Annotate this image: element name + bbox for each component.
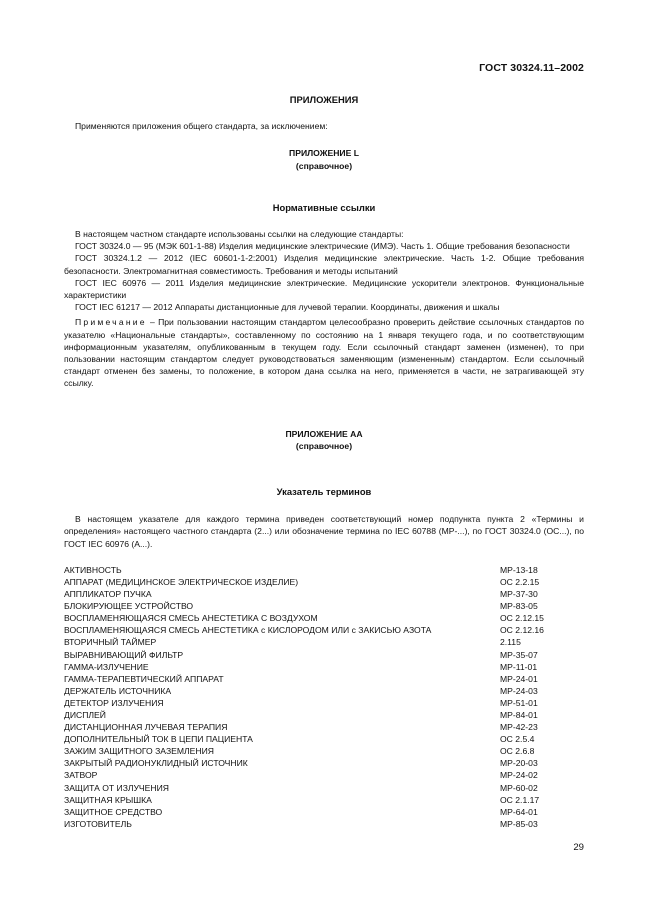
term-code: МР-85-03 (500, 818, 538, 829)
list-item (64, 661, 584, 673)
appendix-aa-subtitle: (справочное) (295, 440, 353, 451)
list-item (64, 649, 584, 661)
list-item (64, 818, 584, 830)
term-name: ГАММА-ТЕРАПЕВТИЧЕСКИЙ АППАРАТ (64, 673, 224, 684)
term-code: ОС 2.12.16 (500, 625, 544, 636)
term-name: ЗАЩИТНОЕ СРЕДСТВО (64, 806, 163, 817)
document-header: ГОСТ 30324.11–2002 (479, 62, 584, 74)
term-code: МР-83-05 (500, 601, 538, 612)
terms-index-list (64, 564, 584, 830)
term-name: ВТОРИЧНЫЙ ТАЙМЕР (64, 637, 157, 648)
page-number: 29 (573, 842, 584, 853)
term-name: ГАММА-ИЗЛУЧЕНИЕ (64, 661, 149, 672)
term-code: ОС 2.2.15 (500, 576, 540, 587)
term-name: АППАРАТ (МЕДИЦИНСКОЕ ЭЛЕКТРИЧЕСКОЕ ИЗДЕЛИЕ) (64, 576, 299, 587)
term-code: ОС 2.6.8 (500, 746, 535, 757)
reference-paragraph: ГОСТ 30324.0 — 95 (МЭК 601-1-88) Изделия медицинские электрические (ИМЭ). Часть 1. Общие требования безопасности (75, 241, 570, 252)
term-code: МР-60-02 (500, 782, 538, 793)
note-label: Примечание (75, 317, 147, 328)
appendix-l-title: ПРИЛОЖЕНИЕ L (289, 148, 359, 159)
list-item (64, 794, 584, 806)
term-name: ЗАКРЫТЫЙ РАДИОНУКЛИДНЫЙ ИСТОЧНИК (64, 758, 248, 769)
term-name: ВЫРАВНИВАЮЩИЙ ФИЛЬТР (64, 649, 184, 660)
list-item (64, 745, 584, 757)
term-name: БЛОКИРУЮЩЕЕ УСТРОЙСТВО (64, 601, 194, 612)
term-name: ДЕРЖАТЕЛЬ ИСТОЧНИКА (64, 685, 172, 696)
list-item (64, 685, 584, 697)
terms-index-intro: В настоящем указателе для каждого термина приведен соответствующий номер подпункта пункта 2 «Термины и определения» настоящего частного стандарта (2...) или обозначение термина по IEC 60788 (МР-...), по ГОСТ 30324.0 (ОС...), по ГОСТ IEC 60976 (А...). (64, 514, 584, 549)
list-item (64, 673, 584, 685)
appendices-intro: Применяются приложения общего стандарта, за исключением: (75, 121, 328, 132)
appendix-l-section-title: Нормативные ссылки (272, 201, 376, 213)
term-name: ЗАЩИТА ОТ ИЗЛУЧЕНИЯ (64, 782, 169, 793)
list-item (64, 782, 584, 794)
list-item (64, 564, 584, 576)
reference-paragraph: В настоящем частном стандарте использованы ссылки на следующие стандарты: (75, 229, 404, 240)
term-name: ДОПОЛНИТЕЛЬНЫЙ ТОК В ЦЕПИ ПАЦИЕНТА (64, 734, 253, 745)
term-code: МР-42-23 (500, 722, 538, 733)
term-name: ДИСПЛЕЙ (64, 710, 106, 720)
appendix-aa-title: ПРИЛОЖЕНИЕ АА (285, 428, 363, 439)
reference-paragraph: ГОСТ IEC 60976 — 2011 Изделия медицинские электрические. Медицинские ускорители электронов. Функциональные характеристики (64, 277, 584, 301)
list-item (64, 806, 584, 818)
term-name: ЗАТВОР (64, 770, 98, 781)
reference-paragraph: ГОСТ IEC 61217 — 2012 Аппараты дистанционные для лучевой терапии. Координаты, движения и шкалы (75, 302, 500, 313)
reference-note (64, 316, 584, 389)
term-code: МР-20-03 (500, 758, 538, 769)
list-item (64, 624, 584, 636)
list-item (64, 612, 584, 624)
normative-references (64, 228, 584, 390)
term-name: ИЗГОТОВИТЕЛЬ (64, 818, 132, 829)
term-name: ВОСПЛАМЕНЯЮЩАЯСЯ СМЕСЬ АНЕСТЕТИКА с КИСЛОРОДОМ ИЛИ с ЗАКИСЬЮ АЗОТА (64, 625, 432, 636)
list-item (64, 769, 584, 781)
term-name: ДЕТЕКТОР ИЗЛУЧЕНИЯ (64, 697, 164, 708)
term-name: ЗАЩИТНАЯ КРЫШКА (64, 794, 152, 805)
term-code: ОС 2.5.4 (500, 734, 535, 745)
term-code: МР-24-03 (500, 685, 538, 696)
appendix-aa-section-title: Указатель терминов (276, 486, 372, 498)
appendix-l-subtitle: (справочное) (295, 160, 353, 171)
term-name: ЗАЖИМ ЗАЩИТНОГО ЗАЗЕМЛЕНИЯ (64, 746, 214, 757)
reference-paragraph: ГОСТ 30324.1.2 — 2012 (IEC 60601-1-2:2001) Изделия медицинские электрические. Часть 1-2. Общие требования безопасности. Электромагнитная совместимость. Требования и методы испытаний (64, 253, 584, 276)
term-name: АКТИВНОСТЬ (64, 564, 122, 575)
page-content (64, 90, 584, 830)
list-item (64, 636, 584, 648)
term-code: МР-13-18 (500, 564, 538, 575)
term-code: ОС 2.1.17 (500, 794, 540, 805)
term-name: АППЛИКАТОР ПУЧКА (64, 589, 152, 600)
term-name: ДИСТАНЦИОННАЯ ЛУЧЕВАЯ ТЕРАПИЯ (64, 722, 228, 733)
term-code: МР-64-01 (500, 806, 538, 817)
term-code: МР-11-01 (500, 661, 538, 672)
term-name: ВОСПЛАМЕНЯЮЩАЯСЯ СМЕСЬ АНЕСТЕТИКА С ВОЗДУХОМ (64, 613, 318, 624)
list-item (64, 733, 584, 745)
note-text: – При пользовании настоящим стандартом целесообразно проверить действие ссылочных стандартов по указателю «Национальные стандарты», составленному по состоянию на 1 января текущего года, и по соответствующим информационным указателям, опубликованным в текущем году. Если ссылочный стандарт заменен (изменен), то при пользовании настоящим стандартом следует руководствоваться заменяющим (измененным) стандартом. Если ссылочный стандарт отменен без замены, то положение, в котором дана ссылка на него, применяется в части, не затрагивающей эту ссылку. (64, 317, 584, 389)
list-item (64, 697, 584, 709)
term-code: 2.115 (500, 637, 521, 648)
list-item (64, 757, 584, 769)
list-item (64, 721, 584, 733)
term-code: МР-24-02 (500, 770, 538, 781)
term-code: ОС 2.12.15 (500, 613, 544, 624)
term-code: МР-51-01 (500, 697, 538, 708)
list-item (64, 709, 584, 721)
term-code: МР-35-07 (500, 649, 538, 660)
appendices-title: ПРИЛОЖЕНИЯ (289, 94, 359, 105)
term-code: МР-24-01 (500, 673, 538, 684)
term-code: МР-84-01 (500, 710, 538, 720)
list-item (64, 588, 584, 600)
term-code: МР-37-30 (500, 589, 538, 600)
list-item (64, 600, 584, 612)
list-item (64, 576, 584, 588)
